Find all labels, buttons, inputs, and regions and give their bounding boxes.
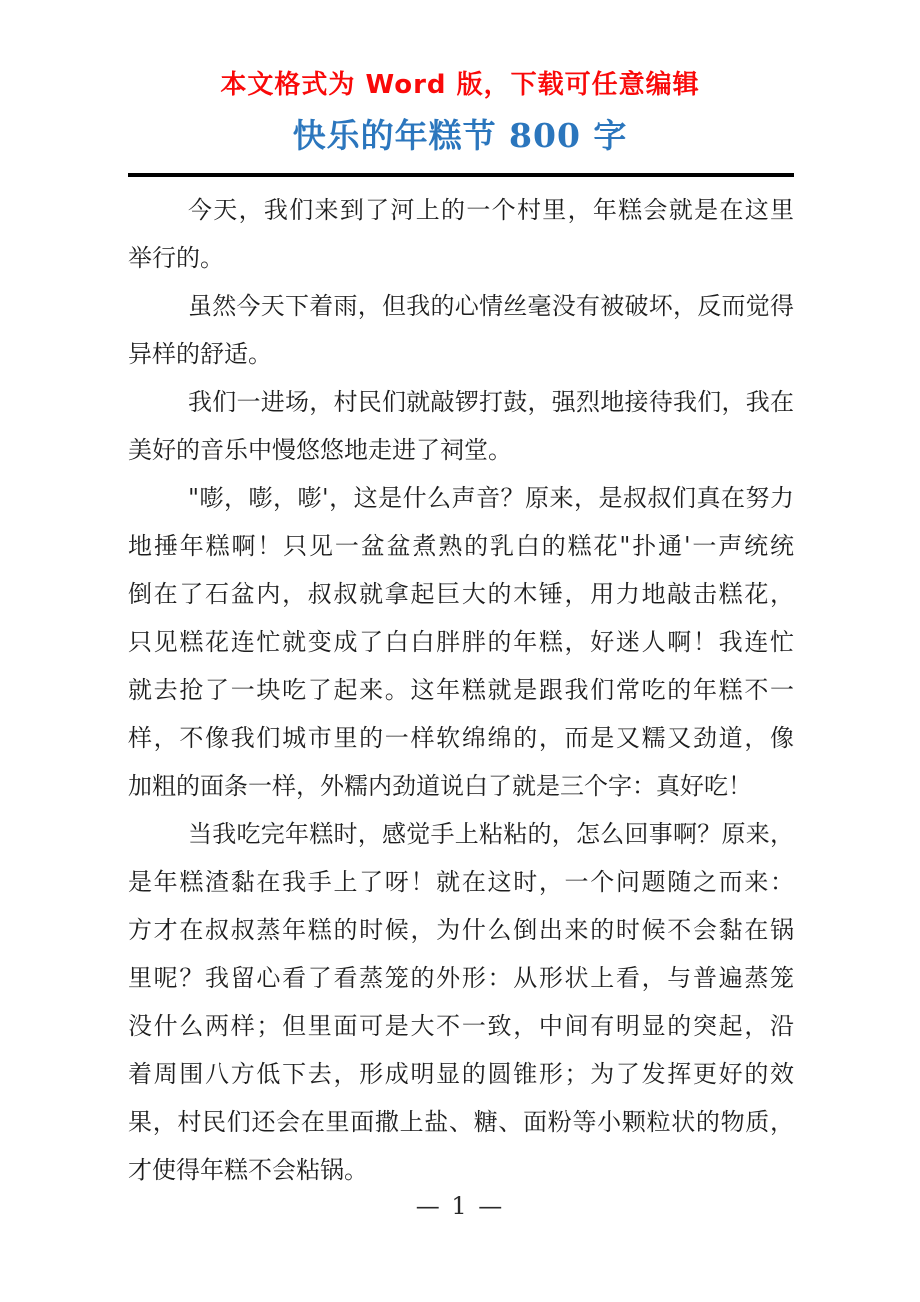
title-divider [128,173,794,177]
text-line: 没什么两样；但里面可是大不一致，中间有明显的突起，沿 [128,1012,794,1040]
text-line: 就去抢了一块吃了起来。这年糕就是跟我们常吃的年糕不一 [128,676,794,704]
text-line: 着周围八方低下去，形成明显的圆锥形；为了发挥更好的效 [128,1060,794,1088]
text-line: 是年糕渣黏在我手上了呀！就在这时，一个问题随之而来： [128,868,794,896]
text-line: 样，不像我们城市里的一样软绵绵的，而是又糯又劲道，像 [128,724,794,752]
text-line: 地捶年糕啊！只见一盆盆煮熟的乳白的糕花"扑通'一声统统 [128,532,794,560]
text-line: 今天，我们来到了河上的一个村里，年糕会就是在这里 [188,196,794,224]
text-line: 当我吃完年糕时，感觉手上粘粘的，怎么回事啊？原来， [188,820,794,848]
page-title: 快乐的年糕节 800 字 [292,116,628,155]
text-line: 虽然今天下着雨，但我的心情丝毫没有被破坏，反而觉得 [188,292,794,320]
text-line: 只见糕花连忙就变成了白白胖胖的年糕，好迷人啊！我连忙 [128,628,794,656]
text-line: "嘭，嘭，嘭'，这是什么声音？原来，是叔叔们真在努力 [188,484,794,512]
text-line: 里呢？我留心看了看蒸笼的外形：从形状上看，与普遍蒸笼 [128,964,794,992]
document-body [128,186,794,1194]
text-line: 美好的音乐中慢悠悠地走进了祠堂。 [128,436,512,464]
text-line: 方才在叔叔蒸年糕的时候，为什么倒出来的时候不会黏在锅 [128,916,794,944]
header-notice: 本文格式为 Word 版，下载可任意编辑 [220,70,700,100]
text-line: 倒在了石盆内，叔叔就拿起巨大的木锤，用力地敲击糕花， [128,580,794,608]
text-line: 举行的。 [128,244,224,272]
text-line: 才使得年糕不会粘锅。 [128,1156,368,1184]
page-footer [0,1192,920,1220]
text-line: 异样的舒适。 [128,340,272,368]
text-line: 加粗的面条一样，外糯内劲道说白了就是三个字：真好吃！ [128,772,752,800]
page-number: — 1 — [415,1192,505,1220]
text-line: 我们一进场，村民们就敲锣打鼓，强烈地接待我们，我在 [188,388,794,416]
text-line: 果，村民们还会在里面撒上盐、糖、面粉等小颗粒状的物质， [128,1108,794,1136]
